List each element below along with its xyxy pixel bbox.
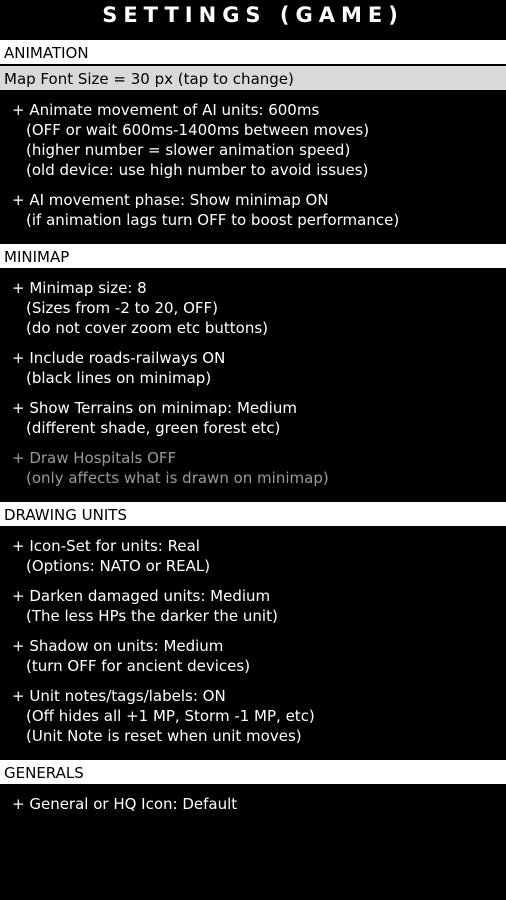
setting-note: (only affects what is drawn on minimap)	[26, 469, 329, 487]
setting-label: + Darken damaged units: Medium	[12, 587, 271, 605]
setting-include-roads-railways[interactable]	[0, 348, 506, 388]
setting-note: (Unit Note is reset when unit moves)	[26, 727, 302, 745]
setting-note: (black lines on minimap)	[26, 369, 212, 387]
setting-note: (do not cover zoom etc buttons)	[26, 319, 268, 337]
setting-label: + Unit notes/tags/labels: ON	[12, 687, 226, 705]
section-header-animation: ANIMATION	[0, 40, 506, 64]
setting-note: (OFF or wait 600ms-1400ms between moves)	[26, 121, 370, 139]
setting-note: (Sizes from -2 to 20, OFF)	[26, 299, 218, 317]
setting-label: + Show Terrains on minimap: Medium	[12, 399, 297, 417]
setting-minimap-size[interactable]	[0, 278, 506, 338]
setting-note: (higher number = slower animation speed)	[26, 141, 351, 159]
setting-ai-movement-minimap[interactable]	[0, 190, 506, 230]
setting-label: + Draw Hospitals OFF	[12, 449, 177, 467]
setting-shadow-on-units[interactable]	[0, 636, 506, 676]
section-header-generals: GENERALS	[0, 760, 506, 784]
setting-label: + Include roads-railways ON	[12, 349, 226, 367]
setting-draw-hospitals[interactable]	[0, 448, 506, 488]
setting-general-hq-icon[interactable]	[0, 794, 506, 814]
section-header-drawing-units: DRAWING UNITS	[0, 502, 506, 526]
setting-label: + AI movement phase: Show minimap ON	[12, 191, 329, 209]
setting-note: (Off hides all +1 MP, Storm -1 MP, etc)	[26, 707, 315, 725]
setting-label: + General or HQ Icon: Default	[12, 795, 238, 813]
setting-note: (old device: use high number to avoid issues)	[26, 161, 369, 179]
setting-animate-ai-movement[interactable]	[0, 100, 506, 180]
setting-label: + Icon-Set for units: Real	[12, 537, 200, 555]
setting-unit-notes-tags[interactable]	[0, 686, 506, 746]
page-title: SETTINGS (GAME)	[102, 3, 404, 27]
map-font-size-setting[interactable]: Map Font Size = 30 px (tap to change)	[0, 66, 506, 90]
setting-note: (turn OFF for ancient devices)	[26, 657, 251, 675]
setting-icon-set[interactable]	[0, 536, 506, 576]
section-header-minimap: MINIMAP	[0, 244, 506, 268]
setting-darken-damaged-units[interactable]	[0, 586, 506, 626]
setting-label: + Shadow on units: Medium	[12, 637, 224, 655]
setting-note: (Options: NATO or REAL)	[26, 557, 211, 575]
setting-show-terrains[interactable]	[0, 398, 506, 438]
setting-label: + Animate movement of AI units: 600ms	[12, 101, 320, 119]
setting-note: (if animation lags turn OFF to boost performance)	[26, 211, 400, 229]
setting-label: + Minimap size: 8	[12, 279, 147, 297]
setting-note: (The less HPs the darker the unit)	[26, 607, 278, 625]
setting-note: (different shade, green forest etc)	[26, 419, 281, 437]
